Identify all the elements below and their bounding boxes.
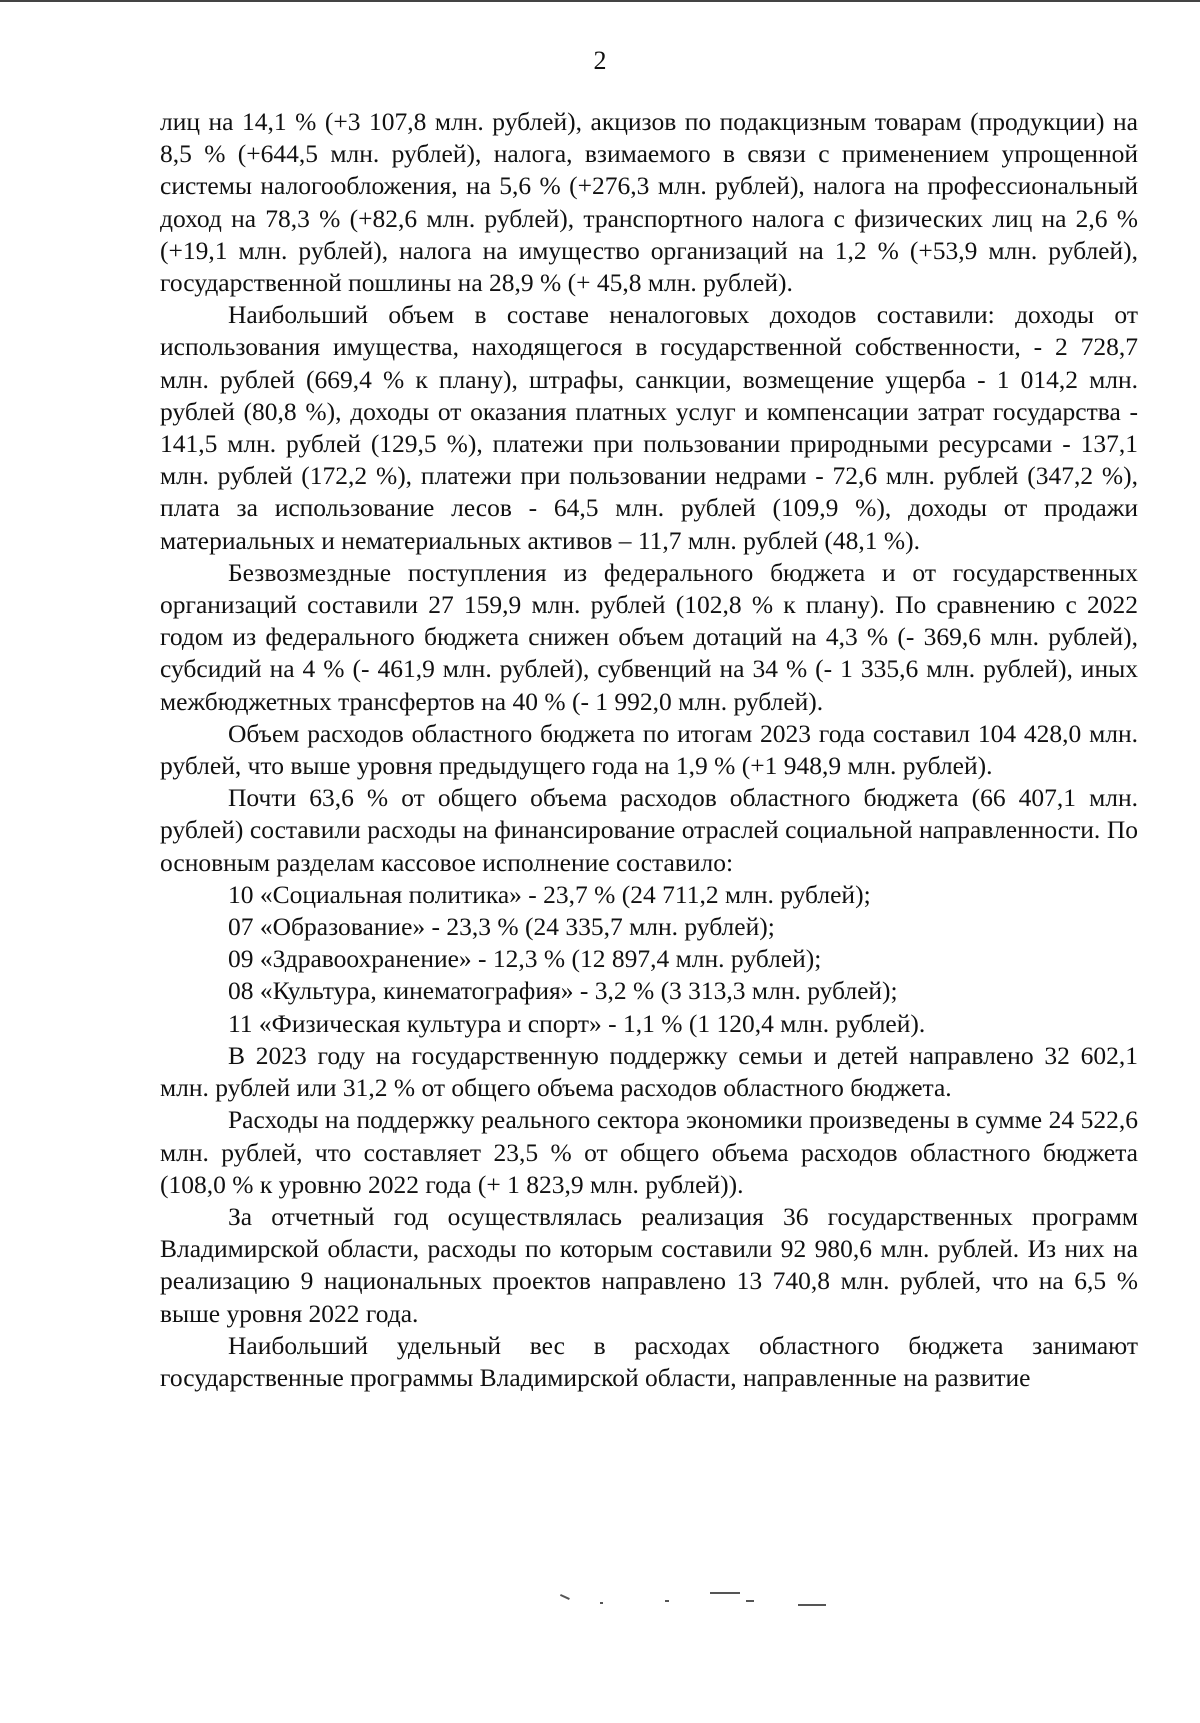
list-item: 07 «Образование» - 23,3 % (24 335,7 млн. рублей); (228, 912, 775, 942)
page-top-edge (0, 0, 1200, 2)
page-number: 2 (593, 46, 607, 75)
paragraph-social-spending: Почти 63,6 % от общего объема расходов областного бюджета (66 407,1 млн. рублей) составили расходы на финансирование отраслей социальной направленности. По основным разделам кассовое исполнение составило: (160, 783, 1138, 877)
paragraph-federal-transfers: Безвозмездные поступления из федерального бюджета и от государственных организаций составили 27 159,9 млн. рублей (102,8 % к плану). По сравнению с 2022 годом из федерального бюджета снижен объем дотаций на 4,3 % (- 369,6 млн. рублей), субсидий на 4 % (- 461,9 млн. рублей), субвенций на 34 % (- 1 335,6 млн. рублей), иных межбюджетных трансфертов на 40 % (- 1 992,0 млн. рублей). (160, 557, 1138, 716)
scan-artifact-marks (560, 1590, 960, 1630)
sections-list (160, 879, 1138, 1040)
list-item: 11 «Физическая культура и спорт» - 1,1 % (1 120,4 млн. рублей). (228, 1008, 926, 1038)
list-item: 09 «Здравоохранение» - 12,3 % (12 897,4 млн. рублей); (228, 944, 822, 974)
paragraph-largest-share: Наибольший удельный вес в расходах областного бюджета занимают государственные программы Владимирской области, направленные на развитие (160, 1330, 1138, 1392)
document-body (160, 106, 1138, 1394)
list-item: 08 «Культура, кинематография» - 3,2 % (3 313,3 млн. рублей); (228, 976, 898, 1006)
paragraph-real-sector: Расходы на поддержку реального сектора экономики произведены в сумме 24 522,6 млн. рублей, что составляет 23,5 % от общего объема расходов областного бюджета (108,0 % к уровню 2022 года (+ 1 823,9 млн. рублей)). (160, 1105, 1138, 1199)
paragraph-tax-revenues-continued: лиц на 14,1 % (+3 107,8 млн. рублей), акцизов по подакцизным товарам (продукции) на 8,5 % (+644,5 млн. рублей), налога, взимаемого в связи с применением упрощенной системы налогообложения, на 5,6 % (+276,3 млн. рублей), налога на профессиональный доход на 78,3 % (+82,6 млн. рублей), транспортного налога с физических лиц на 2,6 % (+19,1 млн. рублей), налога на имущество организаций на 1,2 % (+53,9 млн. рублей), государственной пошлины на 28,9 % (+ 45,8 млн. рублей). (160, 107, 1138, 298)
paragraph-non-tax-revenues: Наибольший объем в составе неналоговых доходов составили: доходы от использования имущества, находящегося в государственной собственности, - 2 728,7 млн. рублей (669,4 % к плану), штрафы, санкции, возмещение ущерба - 1 014,2 млн. рублей (80,8 %), доходы от оказания платных услуг и компенсации затрат государства - 141,5 млн. рублей (129,5 %), платежи при пользовании природными ресурсами - 137,1 млн. рублей (172,2 %), платежи при пользовании недрами - 72,6 млн. рублей (347,2 %), плата за использование лесов - 64,5 млн. рублей (109,9 %), доходы от продажи материальных и нематериальных активов – 11,7 млн. рублей (48,1 %). (160, 300, 1138, 555)
paragraph-state-programs: За отчетный год осуществлялась реализация 36 государственных программ Владимирской области, расходы по которым составили 92 980,6 млн. рублей. Из них на реализацию 9 национальных проектов направлено 13 740,8 млн. рублей, что на 6,5 % выше уровня 2022 года. (160, 1201, 1138, 1328)
paragraph-family-support: В 2023 году на государственную поддержку семьи и детей направлено 32 602,1 млн. рублей или 31,2 % от общего объема расходов областного бюджета. (160, 1040, 1138, 1103)
list-item: 10 «Социальная политика» - 23,7 % (24 711,2 млн. рублей); (228, 879, 871, 909)
paragraph-expenditure-volume: Объем расходов областного бюджета по итогам 2023 года составил 104 428,0 млн. рублей, что выше уровня предыдущего года на 1,9 % (+1 948,9 млн. рублей). (160, 718, 1138, 781)
